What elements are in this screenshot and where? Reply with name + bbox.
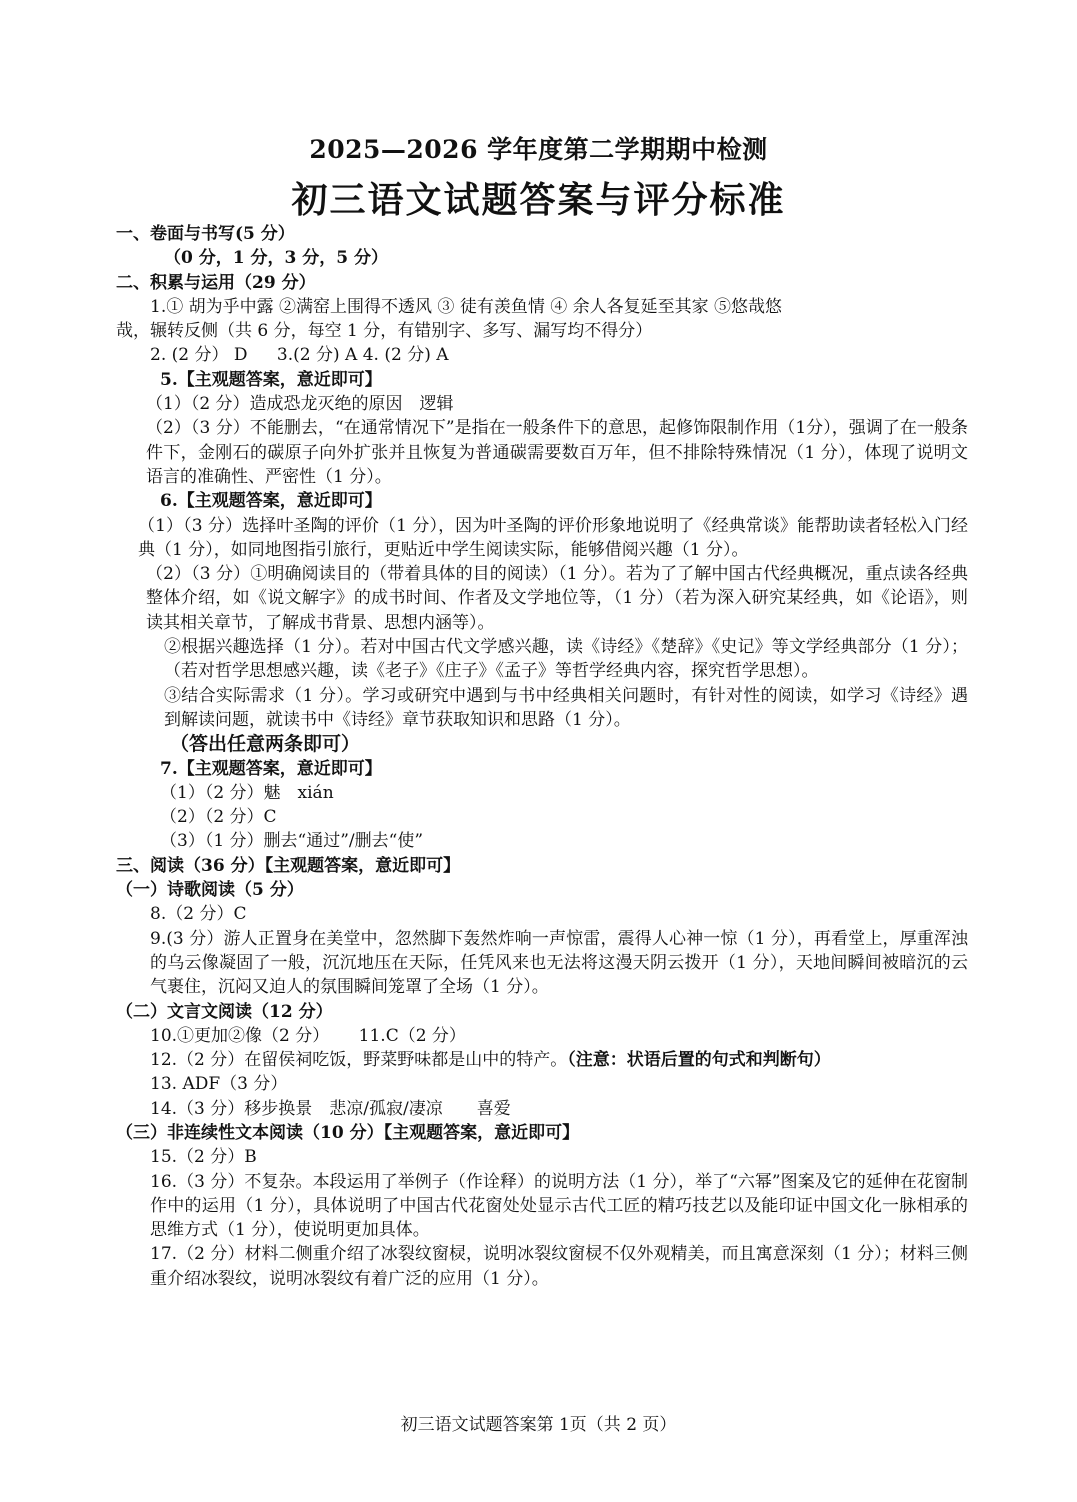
section-heading-1: 一、卷面与书写(5 分） xyxy=(116,224,295,244)
answer-q2: 2. (2 分） D xyxy=(150,345,248,366)
answer-q4: 4. (2 分) A xyxy=(362,345,449,366)
answer-q12-text: 12.（2 分）在留侯祠吃饭，野菜野味都是山中的特产。 xyxy=(150,1050,568,1071)
document-title: 初三语文试题答案与评分标准 xyxy=(291,179,786,221)
answer-q2-q4 xyxy=(116,343,968,367)
answer-q13: 13. ADF（3 分） xyxy=(150,1074,288,1095)
answer-q6-4: ③结合实际需求（1 分）。学习或研究中遇到与书中经典相关问题时，有针对性的阅读，如学习《诗经》遇到解读问题，就读书中《诗经》章节获取知识和思路（1 分）。 xyxy=(164,685,968,730)
answer-q9: 9.(3 分）游人正置身在美堂中，忽然脚下轰然炸响一声惊雷，震得人心神一惊（1 分），再看堂上，厚重浑浊的乌云像凝固了一般，沉沉地压在天际，任凭风来也无法将这漫天阴云拨开（1 分），天地间瞬间被暗沉的云气裹住，沉闷又迫人的氛围瞬间笼罩了全场（1 分）。 xyxy=(150,928,968,998)
answer-q10-q11 xyxy=(116,1024,968,1048)
answer-q17: 17.（2 分）材料二侧重介绍了冰裂纹窗棂，说明冰裂纹窗棂不仅外观精美，而且寓意深刻（1 分）；材料三侧重介绍冰裂纹，说明冰裂纹有着广泛的应用（1 分）。 xyxy=(150,1244,968,1289)
answer-q6-note: （答出任意两条即可） xyxy=(170,733,361,756)
answer-q10: 10.①更加②像（2 分） xyxy=(150,1025,330,1046)
answer-q5-2: （2）（3 分）不能删去，“在通常情况下”是指在一般条件下的意思，起修饰限制作用（1分），强调了在一般条件下，金刚石的碳原子向外扩张并且恢复为普通碳需要数百万年，但不排除特殊情况（1 分），体现了说明文语言的准确性、严密性（1 分）。 xyxy=(146,418,968,487)
answer-q1-line1: 1.① 胡为乎中露 ②满窑上围得不透风 ③ 徒有羡鱼情 ④ 余人各复延至其家 ⑤悠哉悠 xyxy=(150,296,783,317)
answer-q16: 16.（3 分）不复杂。本段运用了举例子（作诠释）的说明方法（1 分），举了“六幂”图案及它的延伸在花窗制作中的运用（1 分），具体说明了中国古代花窗处处显示古代工匠的精巧技艺以及能印证中国文化一脉相承的思维方式（1 分），使说明更加具体。 xyxy=(150,1171,968,1241)
answer-q7-2: （2）（2 分）C xyxy=(160,807,277,828)
subsection-poetry: （一）诗歌阅读（5 分） xyxy=(116,880,304,901)
answer-q8: 8.（2 分）C xyxy=(150,904,247,925)
page-footer: 初三语文试题答案第 1页（共 2 页） xyxy=(400,1415,677,1435)
answer-q6-1: （1）（3 分）选择叶圣陶的评价（1 分），因为叶圣陶的评价形象地说明了《经典常谈》能帮助读者轻松入门经典（1 分），如同地图指引旅行，更贴近中学生阅读实际，能够借阅兴趣（1 分）。 xyxy=(138,515,968,560)
answer-q14: 14.（3 分）移步换景 悲凉/孤寂/凄凉 喜爱 xyxy=(150,1098,511,1119)
answer-q7-3: （3）（1 分）删去“通过”/删去“使” xyxy=(160,831,424,852)
answer-q6-heading: 6.【主观题答案，意近即可】 xyxy=(160,491,382,512)
answer-q11: 11.C（2 分） xyxy=(358,1025,466,1046)
exam-title: 2025—2026 学年度第二学期期中检测 xyxy=(309,135,768,164)
answer-q15: 15.（2 分）B xyxy=(150,1147,257,1168)
answer-q5-heading: 5.【主观题答案，意近即可】 xyxy=(160,369,382,390)
answer-q12-note: （注意：状语后置的句式和判断句） xyxy=(567,1050,831,1071)
subsection-classical-chinese: （二）文言文阅读（12 分） xyxy=(116,1001,333,1022)
answer-q6-2: （2）（3 分）①明确阅读目的（带着具体的目的阅读）（1 分）。若为了了解中国古代经典概况，重点读各经典整体介绍，如《说文解字》的成书时间、作者及文学地位等，（1 分）（若为深入研究某经典，如《论语》，则读其相关章节，了解成书背景、思想内涵等）。 xyxy=(146,564,968,633)
answer-q6-3: ②根据兴趣选择（1 分）。若对中国古代文学感兴趣，读《诗经》《楚辞》《史记》等文学经典部分（1 分）；（若对哲学思想感兴趣，读《老子》《庄子》《孟子》等哲学经典内容，探究哲学思想）。 xyxy=(164,637,968,682)
answer-q5-1: （1）（2 分）造成恐龙灭绝的原因 逻辑 xyxy=(146,394,454,415)
subsection-nonlinear-text: （三）非连续性文本阅读（10 分）【主观题答案，意近即可】 xyxy=(116,1122,580,1143)
answer-q7-1: （1）（2 分）魅 xián xyxy=(160,782,334,803)
section-heading-3: 三、阅读（36 分）【主观题答案，意近即可】 xyxy=(116,855,461,876)
answer-q7-heading: 7.【主观题答案，意近即可】 xyxy=(160,758,382,779)
answer-body xyxy=(116,222,968,1291)
score-levels: （0 分，1 分，3 分，5 分） xyxy=(164,248,388,269)
answer-q1-line2: 哉，辗转反侧（共 6 分，每空 1 分，有错别字、多写、漏写均不得分） xyxy=(116,321,653,342)
answer-q12 xyxy=(116,1048,968,1072)
answer-q3: 3.(2 分) A xyxy=(276,345,358,366)
section-heading-2: 二、积累与运用（29 分） xyxy=(116,272,316,293)
